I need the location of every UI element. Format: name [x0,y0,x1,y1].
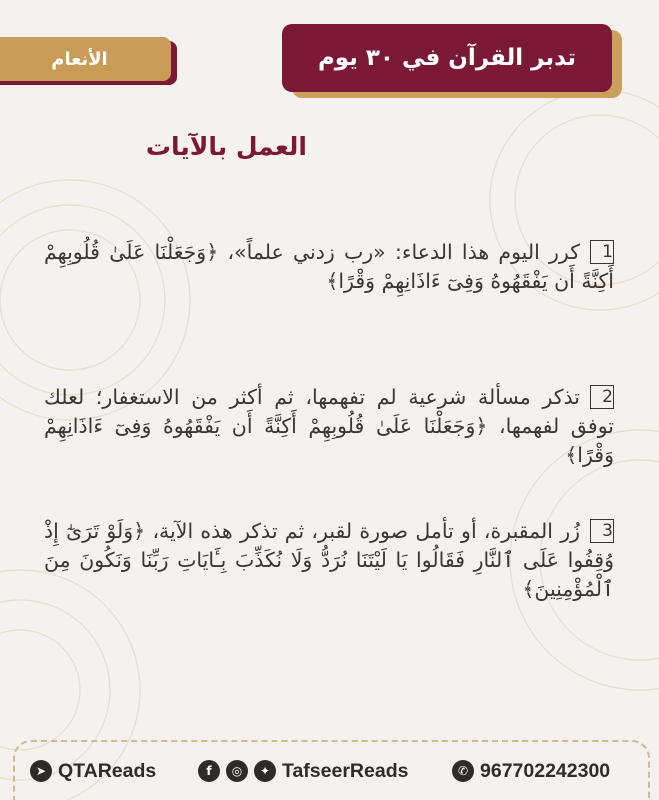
item-number: 3 [590,519,614,543]
social-handle: TafseerReads [282,759,409,782]
item-text: تذكر مسألة شرعية لم تفهمها، ثم أكثر من الاستغفار؛ لعلك توفق لفهمها، ﴿وَجَعَلْنَا عَلَىٰ قُلُوبِهِمْ أَكِنَّةً أَن يَفْقَهُوهُ وَفِىٓ ءَاذَانِهِمْ وَقْرًا﴾ [44,385,614,467]
twitter-icon[interactable]: ✦ [254,760,276,782]
telegram-handle: QTAReads [58,759,157,782]
item-text: زُر المقبرة، أو تأمل صورة لقبر، ثم تذكر هذه الآية، ﴿وَلَوْ تَرَىٰٓ إِذْ وُقِفُوا عَلَى ٱلنَّارِ فَقَالُوا يَا لَيْتَنَا نُرَدُّ وَلَا نُكَذِّبَ بِـَٔايَاتِ رَبِّنَا وَنَكُونَ مِنَ ٱلْمُؤْمِنِينَ﴾ [44,519,614,601]
whatsapp-icon: ✆ [452,760,474,782]
series-title: تدبر القرآن في ٣٠ يوم [317,45,577,71]
facebook-icon[interactable]: f [198,760,220,782]
action-item-3 [44,517,614,604]
item-number: 2 [590,385,614,409]
telegram-link[interactable] [30,758,156,784]
whatsapp-link[interactable] [452,758,610,784]
action-item-1 [44,238,614,296]
item-number: 1 [590,240,614,264]
telegram-icon: ➤ [30,760,52,782]
surah-name: الأنعام [51,48,108,70]
section-title: العمل بالآيات [145,132,307,161]
surah-name-banner [0,37,171,81]
whatsapp-number: 967702242300 [480,759,611,782]
series-title-banner [282,24,612,92]
social-links[interactable] [198,758,408,784]
instagram-icon[interactable]: ◎ [226,760,248,782]
action-item-2 [44,383,614,470]
item-text: كرر اليوم هذا الدعاء: «رب زدني علماً»، ﴿وَجَعَلْنَا عَلَىٰ قُلُوبِهِمْ أَكِنَّةً أَن يَفْقَهُوهُ وَفِىٓ ءَاذَانِهِمْ وَقْرًا﴾ [44,240,614,293]
